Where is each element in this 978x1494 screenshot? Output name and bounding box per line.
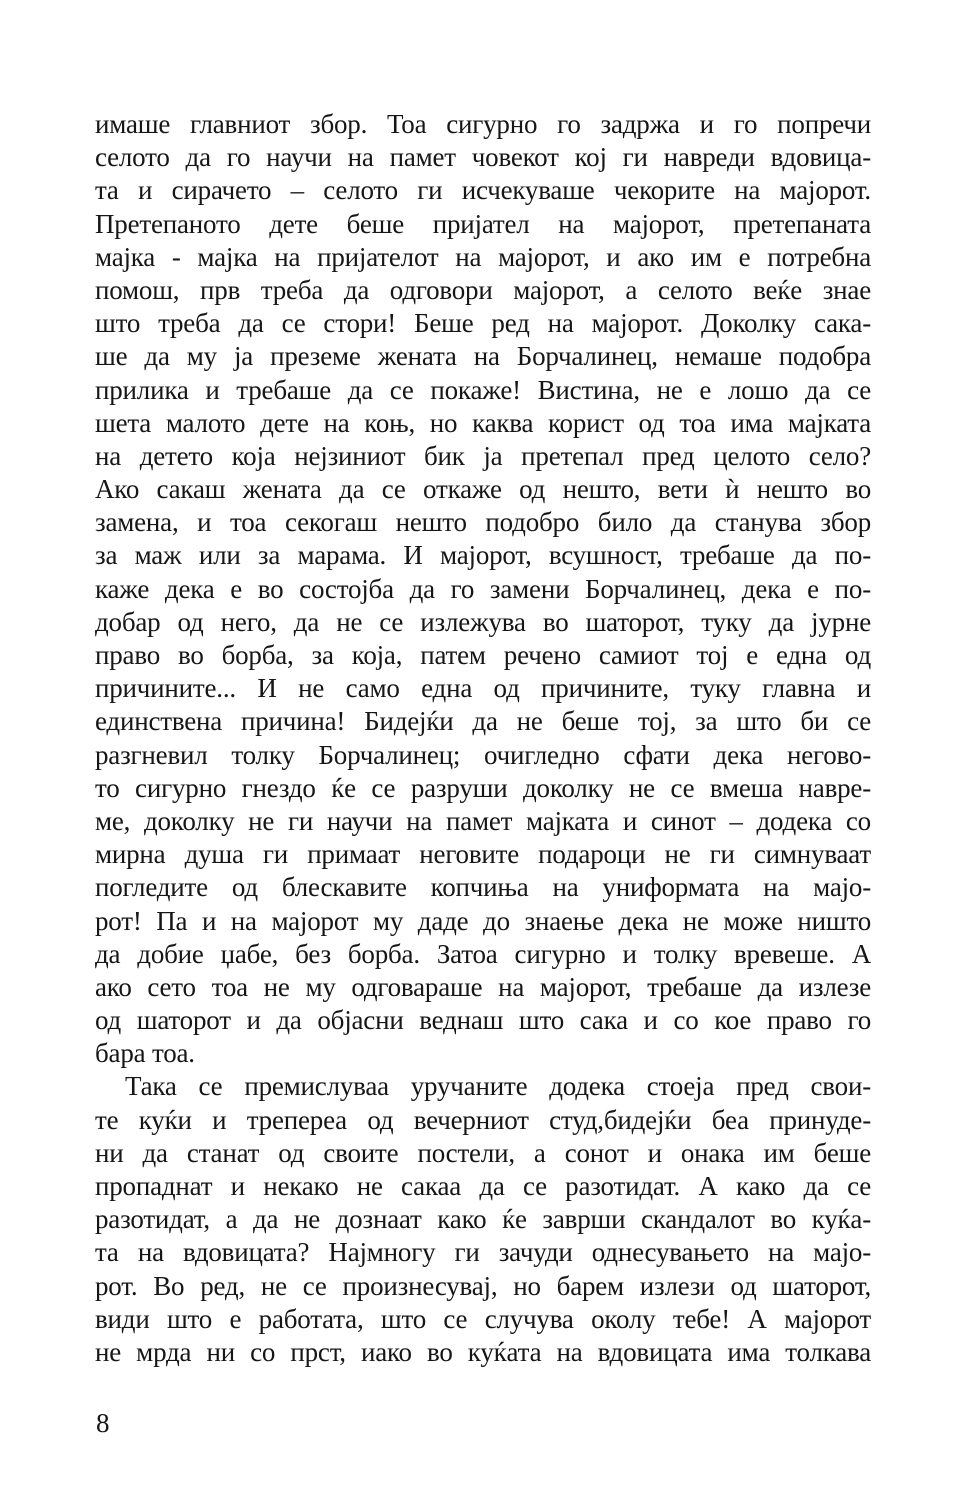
page-number: 8 (96, 1408, 110, 1438)
text-line: од шаторот и да објасни веднаш што сака и со кое право го (95, 1005, 871, 1036)
page-text-block (95, 108, 871, 1369)
text-line: ни да станат од своите постели, а сонот и онака им беше (95, 1137, 871, 1168)
text-line: ме, доколку не ги научи на памет мајката и синот – додека со (95, 805, 871, 836)
text-line: каже дека е во состојба да го замени Борчалинец, дека е по- (95, 573, 871, 604)
text-line: те куќи и трепереа од вечерниот студ,бидејќи беа принуде- (95, 1104, 871, 1135)
text-line: та и сирачето – селото ги исчекуваше чекорите на мајорот. (95, 175, 871, 206)
text-line: имаше главниот збор. Тоа сигурно го задржа и го попречи (95, 109, 871, 139)
text-line: Ако сакаш жената да се откаже од нешто, вети ѝ нешто во (95, 474, 871, 505)
text-line: замена, и тоа секогаш нешто подобро било да станува збор (95, 507, 871, 538)
text-line: единствена причина! Бидејќи да не беше тој, за што би се (95, 706, 871, 737)
text-line: погледите од блескавите копчиња на униформата на мајо- (95, 872, 871, 903)
text-line: пропаднат и некако не сакаа да се разотидат. А како да се (95, 1171, 871, 1201)
text-line: то сигурно гнездо ќе се разруши доколку не се вмеша навре- (95, 772, 871, 803)
text-line: што треба да се стори! Беше ред на мајорот. Доколку сака- (95, 308, 871, 339)
text-line: разотидат, а да не дознаат како ќе заврши скандалот во куќа- (95, 1204, 871, 1235)
text-line: не мрда ни со прст, иако во куќата на вдовицата има толкава (95, 1336, 871, 1367)
text-line: да добие џабе, без борба. Затоа сигурно и толку вревеше. А (95, 938, 871, 969)
text-line: мајка - мајка на пријателот на мајорот, и ако им е потребна (95, 241, 871, 272)
text-line: мирна душа ги примаат неговите подароци не ги симнуваат (95, 839, 871, 870)
text-line: та на вдовицата? Најмногу ги зачуди однесувањето на мајо- (95, 1237, 871, 1268)
text-line: ако сето тоа не му одговараше на мајорот, требаше да излезе (95, 971, 871, 1002)
text-line: Така се премислуваа уручаните додека стоеја пред свои- (125, 1071, 871, 1102)
text-line: прилика и требаше да се покаже! Вистина, не е лошо да се (95, 374, 871, 405)
text-line: бара тоа. (95, 1038, 195, 1069)
text-line: за маж или за марама. И мајорот, всушност, требаше да по- (95, 540, 871, 571)
text-line: селото да го научи на памет човекот кој ги навреди вдовица- (95, 142, 871, 173)
text-line: помош, прв треба да одговори мајорот, а селото веќе знае (95, 274, 871, 305)
text-line: шета малото дете на коњ, но каква корист од тоа има мајката (95, 407, 871, 438)
text-line: рот! Па и на мајорот му даде до знаење дека не може ништо (95, 905, 871, 936)
text-line: види што е работата, што се случува околу тебе! А мајорот (95, 1303, 871, 1334)
text-line: рот. Во ред, не се произнесувај, но барем излези од шаторот, (95, 1270, 871, 1301)
text-line: причините... И не само една од причините, туку главна и (95, 673, 871, 704)
text-line: право во борба, за која, патем речено самиот тој е една од (95, 640, 871, 670)
text-line: добар од него, да не се излежува во шаторот, туку да јурне (95, 606, 871, 637)
text-line: Претепаното дете беше пријател на мајорот, претепаната (95, 208, 871, 239)
text-line: на детето која нејзиниот бик ја претепал пред целото село? (95, 440, 871, 471)
text-line: разгневил толку Борчалинец; очигледно сфати дека негово- (95, 739, 871, 770)
text-line: ше да му ја преземе жената на Борчалинец, немаше подобра (95, 341, 871, 372)
